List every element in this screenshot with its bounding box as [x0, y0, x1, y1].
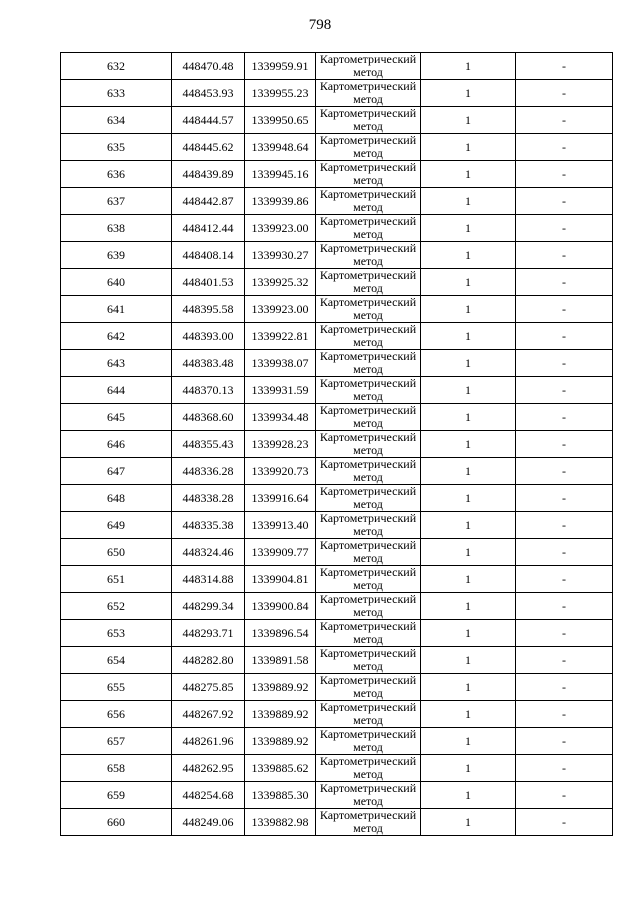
- table-row: [61, 701, 613, 728]
- description-cell: -: [516, 512, 613, 539]
- x-coordinate-cell: 448267.92: [172, 701, 245, 728]
- accuracy-cell: 1: [421, 107, 516, 134]
- accuracy-cell: 1: [421, 674, 516, 701]
- x-coordinate-cell: 448393.00: [172, 323, 245, 350]
- point-number-cell: 660: [61, 809, 172, 836]
- page-number: 798: [308, 17, 332, 33]
- method-line-1: Картометрический: [319, 79, 417, 93]
- method-line-2: метод: [353, 578, 383, 592]
- accuracy-cell: 1: [421, 296, 516, 323]
- y-coordinate-cell: 1339939.86: [245, 188, 316, 215]
- method-line-1: Картометрический: [319, 511, 417, 525]
- method-line-1: Картометрический: [319, 268, 417, 282]
- accuracy-cell: 1: [421, 728, 516, 755]
- method-line-2: метод: [353, 281, 383, 295]
- method-line-1: Картометрический: [319, 754, 417, 768]
- method-line-2: метод: [353, 227, 383, 241]
- y-coordinate-cell: 1339948.64: [245, 134, 316, 161]
- x-coordinate-cell: 448314.88: [172, 566, 245, 593]
- method-line-2: метод: [353, 308, 383, 322]
- method-line-2: метод: [353, 767, 383, 781]
- point-number-cell: 659: [61, 782, 172, 809]
- method-cell: [316, 782, 421, 809]
- description-cell: -: [516, 431, 613, 458]
- description-cell: -: [516, 620, 613, 647]
- method-line-2: метод: [353, 659, 383, 673]
- y-coordinate-cell: 1339923.00: [245, 215, 316, 242]
- method-cell: [316, 458, 421, 485]
- table-row: [61, 755, 613, 782]
- y-coordinate-cell: 1339904.81: [245, 566, 316, 593]
- x-coordinate-cell: 448282.80: [172, 647, 245, 674]
- method-line-1: Картометрический: [319, 160, 417, 174]
- y-coordinate-cell: 1339889.92: [245, 674, 316, 701]
- description-cell: -: [516, 485, 613, 512]
- x-coordinate-cell: 448336.28: [172, 458, 245, 485]
- x-coordinate-cell: 448445.62: [172, 134, 245, 161]
- y-coordinate-cell: 1339925.32: [245, 269, 316, 296]
- method-line-1: Картометрический: [319, 484, 417, 498]
- point-number-cell: 635: [61, 134, 172, 161]
- accuracy-cell: 1: [421, 188, 516, 215]
- y-coordinate-cell: 1339889.92: [245, 701, 316, 728]
- y-coordinate-cell: 1339923.00: [245, 296, 316, 323]
- table-row: [61, 431, 613, 458]
- method-line-1: Картометрический: [319, 376, 417, 390]
- method-cell: [316, 728, 421, 755]
- accuracy-cell: 1: [421, 377, 516, 404]
- method-line-1: Картометрический: [319, 187, 417, 201]
- point-number-cell: 650: [61, 539, 172, 566]
- description-cell: -: [516, 188, 613, 215]
- method-line-1: Картометрический: [319, 106, 417, 120]
- point-number-cell: 637: [61, 188, 172, 215]
- table-row: [61, 593, 613, 620]
- accuracy-cell: 1: [421, 53, 516, 80]
- description-cell: -: [516, 539, 613, 566]
- table-row: [61, 620, 613, 647]
- method-line-2: метод: [353, 497, 383, 511]
- description-cell: -: [516, 404, 613, 431]
- y-coordinate-cell: 1339900.84: [245, 593, 316, 620]
- point-number-cell: 638: [61, 215, 172, 242]
- table-row: [61, 269, 613, 296]
- method-line-1: Картометрический: [319, 349, 417, 363]
- table-row: [61, 323, 613, 350]
- table-row: [61, 566, 613, 593]
- description-cell: -: [516, 377, 613, 404]
- method-cell: [316, 674, 421, 701]
- description-cell: -: [516, 161, 613, 188]
- method-cell: [316, 350, 421, 377]
- table-row: [61, 188, 613, 215]
- accuracy-cell: 1: [421, 350, 516, 377]
- accuracy-cell: 1: [421, 809, 516, 836]
- accuracy-cell: 1: [421, 80, 516, 107]
- x-coordinate-cell: 448338.28: [172, 485, 245, 512]
- y-coordinate-cell: 1339882.98: [245, 809, 316, 836]
- description-cell: -: [516, 755, 613, 782]
- description-cell: -: [516, 701, 613, 728]
- x-coordinate-cell: 448275.85: [172, 674, 245, 701]
- x-coordinate-cell: 448324.46: [172, 539, 245, 566]
- accuracy-cell: 1: [421, 485, 516, 512]
- description-cell: -: [516, 242, 613, 269]
- x-coordinate-cell: 448261.96: [172, 728, 245, 755]
- method-cell: [316, 377, 421, 404]
- description-cell: -: [516, 296, 613, 323]
- x-coordinate-cell: 448370.13: [172, 377, 245, 404]
- accuracy-cell: 1: [421, 458, 516, 485]
- point-number-cell: 658: [61, 755, 172, 782]
- method-line-2: метод: [353, 173, 383, 187]
- table-row: [61, 647, 613, 674]
- method-line-1: Картометрический: [319, 52, 417, 66]
- y-coordinate-cell: 1339950.65: [245, 107, 316, 134]
- y-coordinate-cell: 1339885.30: [245, 782, 316, 809]
- y-coordinate-cell: 1339909.77: [245, 539, 316, 566]
- method-cell: [316, 809, 421, 836]
- x-coordinate-cell: 448254.68: [172, 782, 245, 809]
- y-coordinate-cell: 1339931.59: [245, 377, 316, 404]
- description-cell: -: [516, 107, 613, 134]
- table-row: [61, 377, 613, 404]
- method-line-2: метод: [353, 524, 383, 538]
- x-coordinate-cell: 448262.95: [172, 755, 245, 782]
- x-coordinate-cell: 448293.71: [172, 620, 245, 647]
- y-coordinate-cell: 1339922.81: [245, 323, 316, 350]
- table-row: [61, 107, 613, 134]
- point-number-cell: 649: [61, 512, 172, 539]
- y-coordinate-cell: 1339938.07: [245, 350, 316, 377]
- point-number-cell: 634: [61, 107, 172, 134]
- point-number-cell: 653: [61, 620, 172, 647]
- y-coordinate-cell: 1339913.40: [245, 512, 316, 539]
- method-line-1: Картометрический: [319, 646, 417, 660]
- description-cell: -: [516, 728, 613, 755]
- table-row: [61, 350, 613, 377]
- method-cell: [316, 215, 421, 242]
- y-coordinate-cell: 1339891.58: [245, 647, 316, 674]
- method-cell: [316, 404, 421, 431]
- method-line-2: метод: [353, 65, 383, 79]
- method-cell: [316, 593, 421, 620]
- description-cell: -: [516, 782, 613, 809]
- method-cell: [316, 53, 421, 80]
- description-cell: -: [516, 674, 613, 701]
- method-line-2: метод: [353, 794, 383, 808]
- table-row: [61, 242, 613, 269]
- y-coordinate-cell: 1339885.62: [245, 755, 316, 782]
- point-number-cell: 644: [61, 377, 172, 404]
- y-coordinate-cell: 1339920.73: [245, 458, 316, 485]
- description-cell: -: [516, 350, 613, 377]
- description-cell: -: [516, 323, 613, 350]
- point-number-cell: 632: [61, 53, 172, 80]
- description-cell: -: [516, 215, 613, 242]
- method-cell: [316, 620, 421, 647]
- method-cell: [316, 269, 421, 296]
- table-row: [61, 512, 613, 539]
- method-cell: [316, 512, 421, 539]
- y-coordinate-cell: 1339945.16: [245, 161, 316, 188]
- method-line-2: метод: [353, 362, 383, 376]
- method-cell: [316, 755, 421, 782]
- description-cell: -: [516, 809, 613, 836]
- point-number-cell: 647: [61, 458, 172, 485]
- accuracy-cell: 1: [421, 269, 516, 296]
- method-line-2: метод: [353, 416, 383, 430]
- method-line-2: метод: [353, 443, 383, 457]
- point-number-cell: 642: [61, 323, 172, 350]
- method-cell: [316, 431, 421, 458]
- point-number-cell: 640: [61, 269, 172, 296]
- method-line-2: метод: [353, 821, 383, 835]
- method-line-1: Картометрический: [319, 241, 417, 255]
- y-coordinate-cell: 1339930.27: [245, 242, 316, 269]
- method-line-2: метод: [353, 686, 383, 700]
- y-coordinate-cell: 1339955.23: [245, 80, 316, 107]
- accuracy-cell: 1: [421, 539, 516, 566]
- accuracy-cell: 1: [421, 242, 516, 269]
- y-coordinate-cell: 1339916.64: [245, 485, 316, 512]
- table-row: [61, 296, 613, 323]
- method-line-1: Картометрический: [319, 133, 417, 147]
- method-line-1: Картометрический: [319, 322, 417, 336]
- point-number-cell: 641: [61, 296, 172, 323]
- y-coordinate-cell: 1339959.91: [245, 53, 316, 80]
- description-cell: -: [516, 269, 613, 296]
- x-coordinate-cell: 448355.43: [172, 431, 245, 458]
- method-cell: [316, 188, 421, 215]
- method-line-1: Картометрический: [319, 565, 417, 579]
- method-cell: [316, 134, 421, 161]
- accuracy-cell: 1: [421, 566, 516, 593]
- method-line-2: метод: [353, 713, 383, 727]
- method-line-2: метод: [353, 119, 383, 133]
- method-line-1: Картометрический: [319, 619, 417, 633]
- method-line-2: метод: [353, 254, 383, 268]
- point-number-cell: 639: [61, 242, 172, 269]
- accuracy-cell: 1: [421, 593, 516, 620]
- method-cell: [316, 161, 421, 188]
- coordinates-table-body: [61, 53, 613, 836]
- method-line-1: Картометрический: [319, 700, 417, 714]
- point-number-cell: 656: [61, 701, 172, 728]
- accuracy-cell: 1: [421, 323, 516, 350]
- description-cell: -: [516, 566, 613, 593]
- table-row: [61, 485, 613, 512]
- method-line-1: Картометрический: [319, 592, 417, 606]
- coordinates-table: [60, 52, 613, 836]
- point-number-cell: 636: [61, 161, 172, 188]
- table-row: [61, 809, 613, 836]
- method-cell: [316, 566, 421, 593]
- accuracy-cell: 1: [421, 431, 516, 458]
- method-line-2: метод: [353, 200, 383, 214]
- description-cell: -: [516, 134, 613, 161]
- table-row: [61, 134, 613, 161]
- method-cell: [316, 80, 421, 107]
- accuracy-cell: 1: [421, 512, 516, 539]
- point-number-cell: 645: [61, 404, 172, 431]
- point-number-cell: 651: [61, 566, 172, 593]
- x-coordinate-cell: 448299.34: [172, 593, 245, 620]
- x-coordinate-cell: 448453.93: [172, 80, 245, 107]
- x-coordinate-cell: 448439.89: [172, 161, 245, 188]
- table-row: [61, 53, 613, 80]
- x-coordinate-cell: 448335.38: [172, 512, 245, 539]
- table-row: [61, 674, 613, 701]
- x-coordinate-cell: 448470.48: [172, 53, 245, 80]
- point-number-cell: 655: [61, 674, 172, 701]
- method-cell: [316, 701, 421, 728]
- method-line-1: Картометрический: [319, 727, 417, 741]
- table-row: [61, 782, 613, 809]
- x-coordinate-cell: 448444.57: [172, 107, 245, 134]
- table-row: [61, 215, 613, 242]
- description-cell: -: [516, 593, 613, 620]
- accuracy-cell: 1: [421, 701, 516, 728]
- method-line-2: метод: [353, 335, 383, 349]
- y-coordinate-cell: 1339934.48: [245, 404, 316, 431]
- table-row: [61, 728, 613, 755]
- method-line-1: Картометрический: [319, 457, 417, 471]
- accuracy-cell: 1: [421, 755, 516, 782]
- method-line-1: Картометрический: [319, 781, 417, 795]
- accuracy-cell: 1: [421, 404, 516, 431]
- method-line-2: метод: [353, 389, 383, 403]
- method-line-2: метод: [353, 92, 383, 106]
- y-coordinate-cell: 1339889.92: [245, 728, 316, 755]
- method-cell: [316, 485, 421, 512]
- method-line-2: метод: [353, 551, 383, 565]
- table-row: [61, 458, 613, 485]
- accuracy-cell: 1: [421, 134, 516, 161]
- accuracy-cell: 1: [421, 620, 516, 647]
- description-cell: -: [516, 647, 613, 674]
- table-row: [61, 404, 613, 431]
- y-coordinate-cell: 1339928.23: [245, 431, 316, 458]
- point-number-cell: 652: [61, 593, 172, 620]
- method-line-2: метод: [353, 146, 383, 160]
- point-number-cell: 654: [61, 647, 172, 674]
- point-number-cell: 643: [61, 350, 172, 377]
- method-line-1: Картометрический: [319, 673, 417, 687]
- point-number-cell: 633: [61, 80, 172, 107]
- method-cell: [316, 539, 421, 566]
- method-line-1: Картометрический: [319, 214, 417, 228]
- accuracy-cell: 1: [421, 161, 516, 188]
- point-number-cell: 657: [61, 728, 172, 755]
- x-coordinate-cell: 448412.44: [172, 215, 245, 242]
- accuracy-cell: 1: [421, 782, 516, 809]
- method-cell: [316, 323, 421, 350]
- method-cell: [316, 647, 421, 674]
- accuracy-cell: 1: [421, 647, 516, 674]
- method-line-2: метод: [353, 605, 383, 619]
- method-line-1: Картометрический: [319, 808, 417, 822]
- x-coordinate-cell: 448395.58: [172, 296, 245, 323]
- method-cell: [316, 296, 421, 323]
- accuracy-cell: 1: [421, 215, 516, 242]
- y-coordinate-cell: 1339896.54: [245, 620, 316, 647]
- method-line-2: метод: [353, 740, 383, 754]
- x-coordinate-cell: 448368.60: [172, 404, 245, 431]
- table-row: [61, 539, 613, 566]
- description-cell: -: [516, 458, 613, 485]
- x-coordinate-cell: 448442.87: [172, 188, 245, 215]
- x-coordinate-cell: 448383.48: [172, 350, 245, 377]
- method-cell: [316, 242, 421, 269]
- x-coordinate-cell: 448401.53: [172, 269, 245, 296]
- point-number-cell: 648: [61, 485, 172, 512]
- description-cell: -: [516, 53, 613, 80]
- table-row: [61, 161, 613, 188]
- x-coordinate-cell: 448408.14: [172, 242, 245, 269]
- method-line-1: Картометрический: [319, 403, 417, 417]
- method-line-1: Картометрический: [319, 538, 417, 552]
- method-line-1: Картометрический: [319, 295, 417, 309]
- x-coordinate-cell: 448249.06: [172, 809, 245, 836]
- method-line-2: метод: [353, 470, 383, 484]
- method-cell: [316, 107, 421, 134]
- description-cell: -: [516, 80, 613, 107]
- table-row: [61, 80, 613, 107]
- point-number-cell: 646: [61, 431, 172, 458]
- method-line-1: Картометрический: [319, 430, 417, 444]
- method-line-2: метод: [353, 632, 383, 646]
